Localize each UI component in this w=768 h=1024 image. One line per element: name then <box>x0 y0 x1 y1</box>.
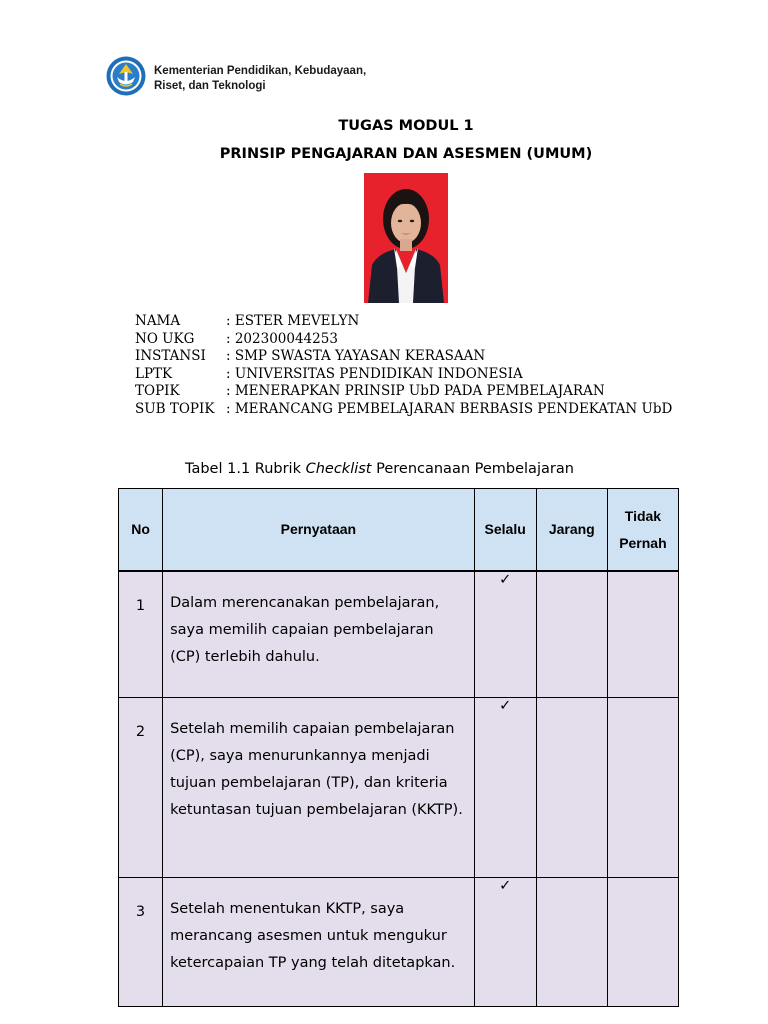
row-number: 3 <box>119 878 163 1007</box>
row-statement: Setelah memilih capaian pembelajaran (CP), saya menurunkannya menjadi tujuan pembelajaran (TP), dan kriteria ketuntasan tujuan pembelajaran (KKTP). <box>163 698 475 878</box>
institution-name-line1: Kementerian Pendidikan, Kebudayaan, <box>154 65 367 77</box>
column-header-no: No <box>119 489 163 572</box>
caption-italic: Checklist <box>305 461 372 477</box>
info-row-no-ukg <box>135 331 672 349</box>
profile-photo <box>364 173 448 303</box>
info-label: LPTK <box>135 365 173 382</box>
info-row-lptk <box>135 366 672 384</box>
row-number: 2 <box>119 698 163 878</box>
check-cell-selalu[interactable]: ✓ <box>474 878 536 1007</box>
info-value: : 202300044253 <box>226 330 338 347</box>
info-value: : MENERAPKAN PRINSIP UbD PADA PEMBELAJARAN <box>226 383 605 400</box>
check-cell-tidak-pernah[interactable] <box>607 571 678 698</box>
info-value: : SMP SWASTA YAYASAN KERASAAN <box>226 348 486 365</box>
row-statement: Dalam merencanakan pembelajaran, saya memilih capaian pembelajaran (CP) terlebih dahulu. <box>163 571 475 698</box>
row-number: 1 <box>119 571 163 698</box>
caption-prefix: Tabel 1.1 Rubrik <box>185 461 306 477</box>
check-cell-selalu[interactable]: ✓ <box>474 698 536 878</box>
info-row-instansi <box>135 348 672 366</box>
document-title: TUGAS MODUL 1 <box>338 118 474 134</box>
column-header-selalu: Selalu <box>474 489 536 572</box>
row-statement: Setelah menentukan KKTP, saya merancang asesmen untuk mengukur ketercapaian TP yang telah ditetapkan. <box>163 878 475 1007</box>
info-row-sub-topik <box>135 401 672 419</box>
institution-name-line2: Riset, dan Teknologi <box>154 80 266 92</box>
check-cell-jarang[interactable] <box>536 698 607 878</box>
institution-name <box>154 64 366 94</box>
rubric-checklist-table <box>118 488 679 1007</box>
table-row <box>119 878 679 1007</box>
column-header-pernyataan: Pernyataan <box>163 489 475 572</box>
info-value: : UNIVERSITAS PENDIDIKAN INDONESIA <box>226 365 523 382</box>
caption-suffix: Perencanaan Pembelajaran <box>371 461 574 477</box>
info-row-nama <box>135 313 672 331</box>
info-label: NO UKG <box>135 330 195 347</box>
info-label: NAMA <box>135 313 181 329</box>
info-value: : ESTER MEVELYN <box>226 313 360 329</box>
column-header-jarang: Jarang <box>536 489 607 572</box>
document-subtitle: PRINSIP PENGAJARAN DAN ASESMEN (UMUM) <box>219 146 593 162</box>
column-header-tidak-pernah: Tidak Pernah <box>607 489 678 572</box>
check-cell-selalu[interactable]: ✓ <box>474 571 536 698</box>
info-label: SUB TOPIK <box>135 400 215 417</box>
info-row-topik <box>135 383 672 401</box>
table-row <box>119 698 679 878</box>
table-row <box>119 571 679 698</box>
info-label: TOPIK <box>135 383 180 400</box>
ministry-logo-icon <box>106 55 146 97</box>
table-header-row <box>119 489 679 572</box>
check-cell-jarang[interactable] <box>536 878 607 1007</box>
check-cell-jarang[interactable] <box>536 571 607 698</box>
check-cell-tidak-pernah[interactable] <box>607 698 678 878</box>
table-caption <box>185 461 574 477</box>
info-value: : MERANCANG PEMBELAJARAN BERBASIS PENDEKATAN UbD <box>226 400 673 417</box>
participant-info <box>135 313 672 419</box>
check-cell-tidak-pernah[interactable] <box>607 878 678 1007</box>
info-label: INSTANSI <box>135 348 206 365</box>
